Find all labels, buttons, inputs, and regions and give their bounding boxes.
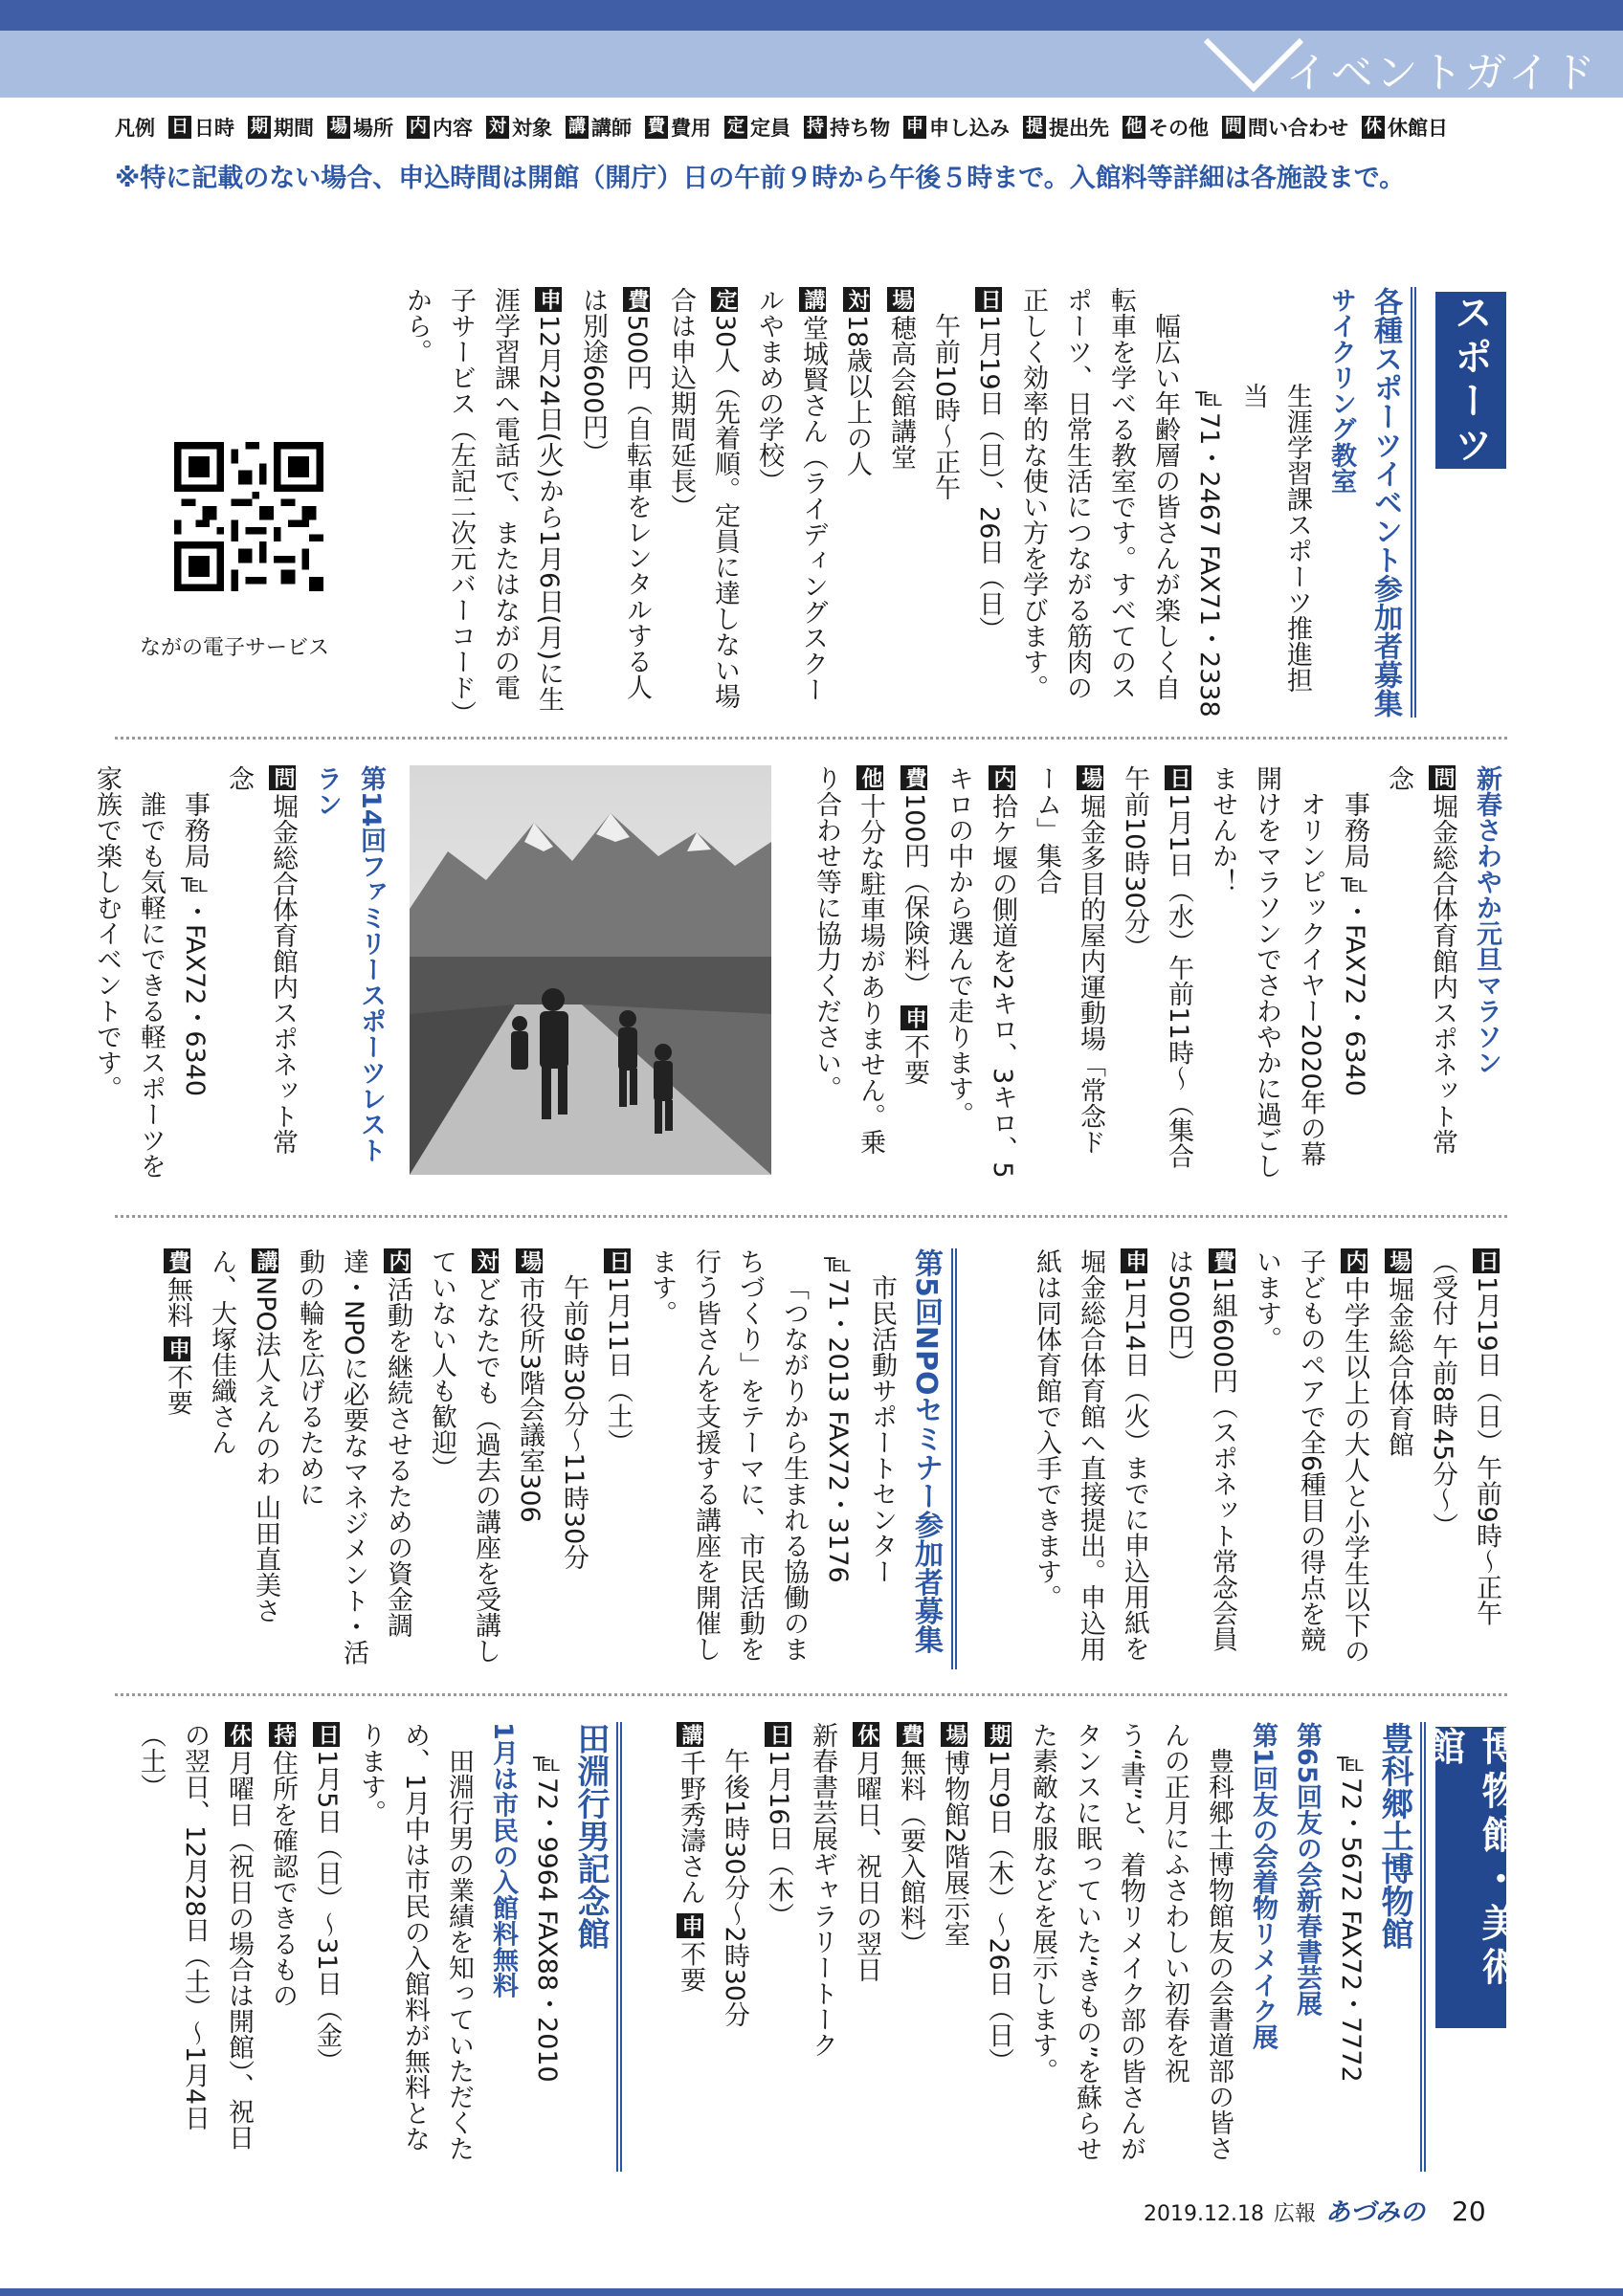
article-toyoshina [632,1722,1426,2172]
article-title: 第14回ファミリースポーツレストラン [312,765,386,1163]
legend-item: 日 日時 [168,113,234,142]
field-date: 日1月16日（木） [764,1724,793,1929]
article-family [92,765,392,1179]
field-place: 場穂高会館講堂 [886,289,916,470]
legend-item: 費 費用 [645,113,711,142]
field-fee: 費無料 申不要 [163,1250,192,1416]
org-name: 市民活動サポートセンター [867,1274,897,1584]
office-contact: 事務局℡・FAX72・6340 [1340,791,1369,1097]
koho-label: 広報 [1273,2202,1316,2226]
legend-item: 持 持ち物 [804,113,890,142]
notice-text: ※特に記載のない場合、申込時間は開館（開庁）日の午前９時から午後５時まで。入館料等詳細は各施設まで。 [115,164,1406,193]
field-date: 日1月5日（日）～31日（金） [312,1724,342,2074]
footer-bar [0,2288,1623,2296]
page-number: 20 [1452,2196,1486,2227]
divider [115,1693,1507,1696]
field-fee: 費500円（自転車をレンタルする人は別途600円） [578,287,652,700]
field-closed: 休月曜日、祝日の翌日 [852,1724,881,1982]
field-capacity: 定30人（先着順。定員に達しない場合は申込期間延長） [666,287,740,710]
article-title: 第5回NPOセミナー参加者募集 [903,1248,957,1669]
field-date: 日1月19日（日）、26日（日） [974,289,1004,643]
article-marathon [810,765,1508,1179]
article-title: 各種スポーツイベント参加者募集 [1363,287,1416,718]
legend-item: 提 提出先 [1023,113,1109,142]
legend-item: 期 期間 [248,113,314,142]
divider [115,737,1507,740]
article-intro: 田淵行男の業績を知っていただくため、1月中は市民の入館料が無料となります。 [356,1722,474,2161]
field-time: 午前9時30分～11時30分 [559,1274,589,1571]
article-title: 豊科郷土博物館 [1372,1722,1426,2172]
legend [115,113,1589,142]
talk-title: 新春書芸展ギャラリートーク [808,1722,837,2058]
section-label-museum: 博物館・美術館 [1435,1727,1506,2028]
field-place: 場堀金多目的屋内運動場「常念ドーム」集合 [1032,765,1105,1155]
field-fee: 費100円（保険料） 申不要 [900,767,929,1086]
field-content: 内拾ケ堰の側道を2キロ、3キロ、5キロの中から選んで走ります。 [944,765,1017,1179]
field-target: 対18歳以上の人 [842,289,872,477]
article-tabuchi [105,1722,622,2172]
legend-item: 問 問い合わせ [1222,113,1348,142]
contact-phone: ℡72・5672 FAX72・7772 [1336,1748,1366,2083]
exhibit-title: 第65回友の会新春書芸展 [1292,1722,1322,2017]
field-inquiry: 問堀金総合体育館内スポネット常念 [224,765,298,1155]
headline: 1月は市民の入館料無料 [488,1722,518,1998]
section-label-sports: スポーツ [1435,292,1506,469]
field-closed: 休月曜日（祝日の場合は開館）、祝日の翌日、12月28日（土）～1月4日（土） [136,1722,254,2151]
dept-name: 生涯学習課スポーツ推進担当 [1238,383,1312,693]
article-title: 新春さわやか元旦マラソン [1472,765,1501,1075]
article-title: 田淵行男記念館 [568,1722,622,2172]
legend-item: 申 申し込み [903,113,1010,142]
contact-phone: ℡71・2467 FAX71・2338 [1194,383,1224,718]
field-period: 期1月9日（木）～26日（日） [984,1724,1013,2074]
field-target: 対どなたでも（過去の講座を受講していない人も歓迎） [427,1248,500,1664]
office-contact: 事務局℡・FAX72・6340 [180,791,210,1097]
exhibit-subtitle: 第1回友の会着物リメイク展 [1248,1722,1278,2050]
qr-caption: ながの電子サービス [140,636,330,660]
legend-item: 場 場所 [327,113,393,142]
field-apply: 申1月14日（火）までに申込用紙を堀金総合体育館へ直接提出。申込用紙は同体育館で入手できます。 [1032,1248,1149,1662]
article-cycling [364,287,1416,718]
field-lecturer: 講千野秀濤さん 申不要 [676,1724,705,1993]
field-content: 内活動を継続させるための資金調達・NPOに必要なマネジメント・活動の輪を広げるために [295,1248,412,1666]
qr-code[interactable] [174,442,323,591]
section-title: イベントガイド [1285,49,1598,98]
contact-phone: ℡71・2013 FAX72・3176 [823,1248,853,1583]
article-intro: 豊科郷土博物館友の会書道部の皆さんの正月にふさわしい初春を祝う“書”と、着物リメイク部の皆さんがタンスに眠っていた“きもの”を蘇らせた素敵な服などを展示します。 [1028,1722,1234,2162]
field-other: 他十分な駐車場がありません。乗り合わせ等に協力ください。 [812,765,885,1155]
field-time: 午後1時30分～2時30分 [720,1748,749,2028]
field-lecturer: 講NPO法人えんのわ 山田直美さん、大塚佳織さん [207,1248,280,1624]
article-intro: 誰でも気軽にできる軽スポーツを家族で楽しむイベントです。 [92,765,166,1179]
marathon-photo [410,765,771,1175]
legend-item: 対 対象 [486,113,552,142]
field-content: 内中学生以上の大人と小学生以下の子どものペアで全6種目の得点を競います。 [1252,1248,1369,1664]
magazine-name: あづみの [1324,2198,1425,2227]
article-intro: 「つながりから生まれる協働のまちづくり」をテーマに、市民活動を行う皆さんを支援する講座を開催します。 [647,1248,809,1662]
legend-item: 休 休館日 [1362,113,1448,142]
field-date: 日1月11日（土） [603,1250,633,1455]
field-bring: 持住所を確認できるもの [268,1724,298,2008]
article-npo [144,1248,957,1669]
field-fee: 費1組600円（スポネット常念会員は500円） [1164,1248,1237,1652]
field-place: 場市役所3階会議室306 [515,1250,545,1523]
legend-title: 凡例 [115,117,155,140]
header-top-bar [0,0,1623,31]
footer [1144,2193,1486,2228]
article-subtitle: サイクリング教室 [1326,287,1356,494]
legend-item: 内 内容 [407,113,473,142]
divider [115,1215,1507,1218]
legend-item: 講 講師 [566,113,632,142]
field-date: 日1月19日（日）午前9時～正午（受付 午前8時45分～） [1428,1248,1501,1626]
article-intro: 幅広い年齢層の皆さんが楽しく自転車を学べる教室です。すべてのスポーツ、日常生活につながる筋肉の正しく効率的な使い方を学びます。 [1018,287,1180,700]
field-time: 午前10時～正午 [930,313,960,501]
article-intro: オリンピックイヤー2020年の幕開けをマラソンでさわやかに過ごしませんか！ [1208,765,1325,1179]
field-place: 場堀金総合体育館 [1384,1250,1413,1457]
field-date: 日1月1日（水）午前11時～（集合午前10時30分） [1120,765,1193,1169]
field-fee: 費無料（要入館料） [896,1724,925,1956]
contact-phone: ℡72・9964 FAX88・2010 [532,1748,562,2083]
article-family-details [967,1248,1508,1669]
issue-date: 2019.12.18 [1144,2202,1264,2226]
legend-item: 定 定員 [724,113,790,142]
field-place: 場博物館2階展示室 [940,1724,969,1948]
field-lecturer: 講堂城賢さん（ライディングスクールやまめの学校） [754,287,828,702]
field-inquiry: 問堀金総合体育館内スポネット常念 [1384,765,1457,1155]
field-apply: 申12月24日(火)から1月6日(月)に生涯学習課へ電話で、またはながの電子サービス（左記二次元バーコード）から。 [402,287,564,714]
legend-item: 他 その他 [1123,113,1209,142]
